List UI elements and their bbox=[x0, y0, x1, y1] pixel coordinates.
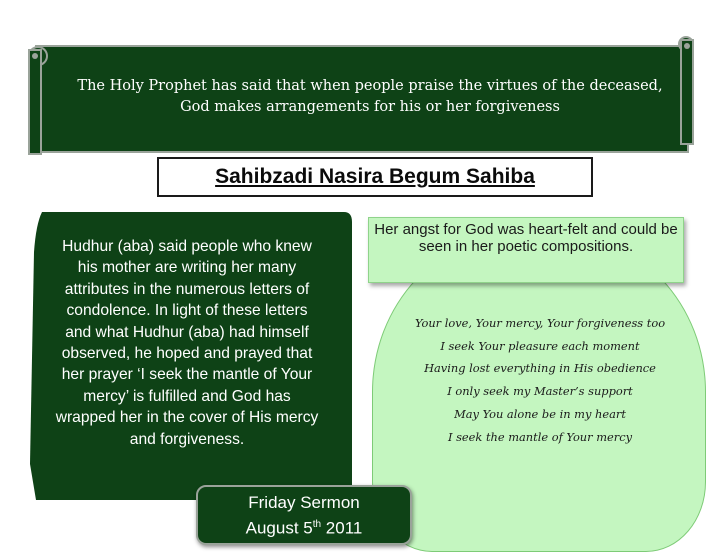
poem-line: I seek Your pleasure each moment bbox=[440, 338, 640, 353]
poem-line: Having lost everything in His obedience bbox=[424, 361, 656, 376]
sermon-badge bbox=[196, 485, 412, 545]
poem-line: I seek the mantle of Your mercy bbox=[447, 429, 633, 444]
prophet-quote: The Holy Prophet has said that when people praise the virtues of the deceased, God makes arrangements for his or her forgiveness bbox=[77, 78, 663, 115]
title-box bbox=[157, 157, 593, 197]
sermon-date-month: August 5 bbox=[245, 518, 313, 538]
quote-scroll-banner bbox=[26, 36, 698, 158]
sermon-date-suffix: th bbox=[312, 519, 322, 530]
page-title: Sahibzadi Nasira Begum Sahiba bbox=[215, 165, 535, 188]
condolence-text: Hudhur (aba) said people who knew his mother are writing her many attributes in the numerous letters of condolence. In light of these letters and what Hudhur (aba) had himself observed, he hoped and prayed that her prayer ‘I seek the mantle of Your mercy’ is fulfilled and God has wrapped her in the cover of His mercy and forgiveness. bbox=[55, 238, 319, 448]
sermon-date bbox=[198, 514, 410, 540]
condolence-panel bbox=[26, 212, 356, 502]
poem-line: I only seek my Master’s support bbox=[447, 384, 633, 399]
sermon-title: Friday Sermon bbox=[248, 493, 360, 512]
sermon-date-year: 2011 bbox=[321, 518, 363, 538]
poem-line: Your love, Your mercy, Your forgiveness too bbox=[414, 316, 666, 330]
poem-line: May You alone be in my heart bbox=[454, 406, 626, 421]
poem-verses bbox=[384, 312, 696, 448]
angst-callout: Her angst for God was heart-felt and could be seen in her poetic compositions. bbox=[368, 217, 684, 283]
